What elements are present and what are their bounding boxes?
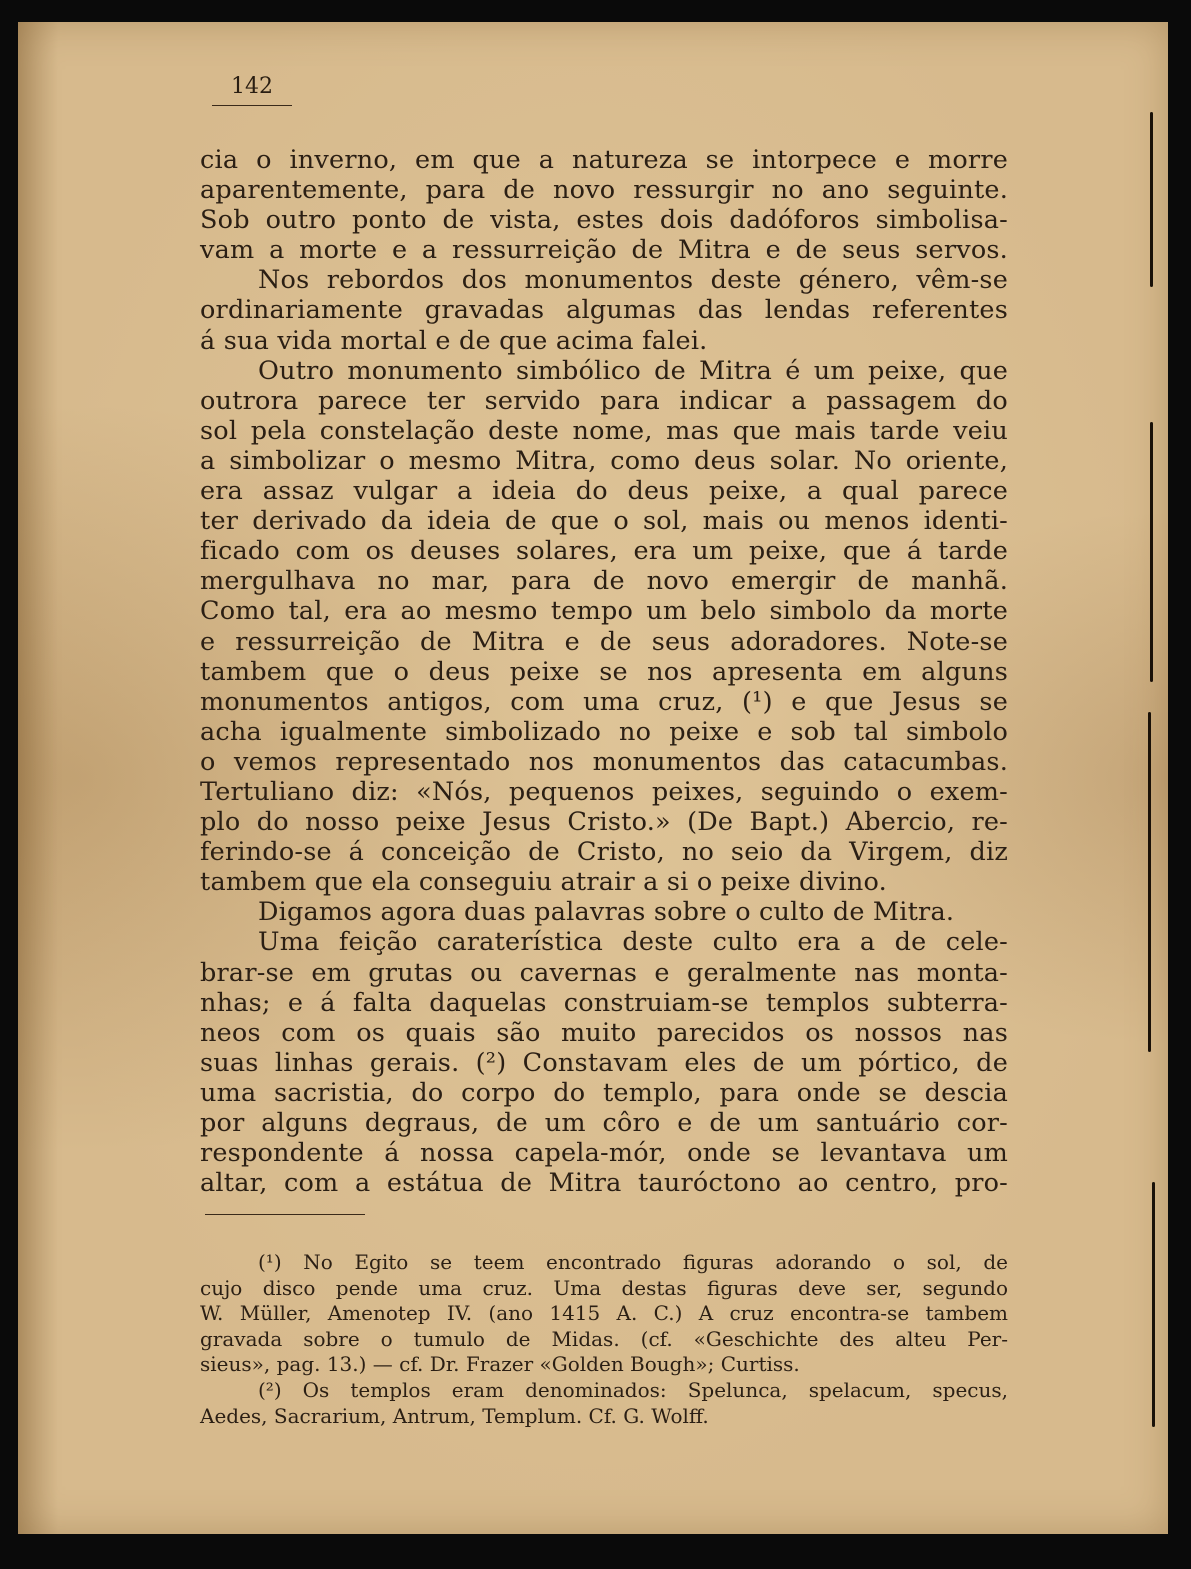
text-line: Tertuliano diz: «Nós, pequenos peixes, seguindo o exem-: [200, 776, 1008, 807]
text-line: e ressurreição de Mitra e de seus adoradores. Note-se: [200, 626, 1008, 657]
text-line: cia o inverno, em que a natureza se intorpece e morre: [200, 145, 1008, 175]
text-line: suas linhas gerais. (²) Constavam eles de um pórtico, de: [200, 1047, 1008, 1078]
footnote-line: cujo disco pende uma cruz. Uma destas figuras deve ser, segundo: [200, 1275, 1008, 1300]
text-line: sol pela constelação deste nome, mas que mais tarde veiu: [200, 415, 1008, 446]
text-line: a simbolizar o mesmo Mitra, como deus solar. No oriente,: [200, 445, 1008, 476]
text-line: Como tal, era ao mesmo tempo um belo simbolo da morte: [200, 596, 1008, 627]
text-line: outrora parece ter servido para indicar a passagem do: [200, 385, 1008, 416]
binding-stain: [18, 22, 58, 1534]
text-line: ferindo-se á conceição de Cristo, no seio da Virgem, diz: [200, 837, 1008, 868]
text-line: por alguns degraus, de um côro e de um santuário cor-: [200, 1108, 1008, 1138]
edge-mark: [1152, 1182, 1155, 1427]
edge-mark: [1150, 112, 1153, 287]
footnote-line: Aedes, Sacrarium, Antrum, Templum. Cf. G. Wolff.: [200, 1403, 709, 1428]
text-line: Sob outro ponto de vista, estes dois dadóforos simbolisa-: [200, 205, 1008, 236]
text-line: tambem que ela conseguiu atrair a si o peixe divino.: [200, 867, 887, 898]
footnote-line: (¹) No Egito se teem encontrado figuras adorando o sol, de: [258, 1250, 1008, 1274]
edge-mark: [1150, 422, 1153, 682]
footnotes: [200, 1250, 1008, 1429]
text-line: era assaz vulgar a ideia do deus peixe, a qual parece: [200, 476, 1008, 507]
footnote-line: (²) Os templos eram denominados: Spelunca, spelacum, specus,: [258, 1377, 1008, 1402]
text-line: Digamos agora duas palavras sobre o culto de Mitra.: [258, 897, 955, 928]
text-line: altar, com a estátua de Mitra tauróctono ao centro, pro-: [200, 1168, 1008, 1199]
text-line: Uma feição caraterística deste culto era a de cele-: [258, 927, 1008, 958]
text-line: ordinariamente gravadas algumas das lendas referentes: [200, 295, 1008, 326]
text-line: o vemos representado nos monumentos das catacumbas.: [200, 746, 1008, 777]
text-line: mergulhava no mar, para de novo emergir de manhã.: [200, 566, 1008, 597]
text-line: plo do nosso peixe Jesus Cristo.» (De Bapt.) Abercio, re-: [200, 807, 1008, 838]
edge-mark: [1148, 712, 1151, 1052]
text-line: uma sacristia, do corpo do templo, para onde se descia: [200, 1077, 1008, 1108]
text-line: acha igualmente simbolizado no peixe e sob tal simbolo: [200, 716, 1008, 747]
text-line: ter derivado da ideia de que o sol, mais ou menos identi-: [200, 506, 1008, 537]
text-line: monumentos antigos, com uma cruz, (¹) e que Jesus se: [200, 686, 1008, 717]
text-line: Nos rebordos dos monumentos deste género, vêm-se: [258, 265, 1008, 296]
text-line: Outro monumento simbólico de Mitra é um peixe, que: [258, 355, 1008, 386]
text-line: tambem que o deus peixe se nos apresenta em alguns: [200, 656, 1008, 687]
text-line: respondente á nossa capela-mór, onde se levantava um: [200, 1138, 1008, 1169]
text-line: neos com os quais são muito parecidos os nossos nas: [200, 1017, 1008, 1048]
footnote-line: gravada sobre o tumulo de Midas. (cf. «Geschichte des alteu Per-: [200, 1326, 1008, 1351]
footnote-divider: [205, 1214, 365, 1215]
text-line: á sua vida mortal e de que acima falei.: [200, 325, 708, 356]
footnote-line: W. Müller, Amenotep IV. (ano 1415 A. C.) A cruz encontra-se tambem: [200, 1301, 1008, 1326]
body-text: [200, 145, 1008, 1198]
page-number: 142: [212, 74, 292, 106]
text-line: ficado com os deuses solares, era um peixe, que á tarde: [200, 536, 1008, 567]
text-line: brar-se em grutas ou cavernas e geralmente nas monta-: [200, 957, 1008, 988]
text-line: aparentemente, para de novo ressurgir no ano seguinte.: [200, 175, 1008, 206]
text-line: vam a morte e a ressurreição de Mitra e de seus servos.: [200, 235, 1008, 266]
text-line: nhas; e á falta daquelas construiam-se templos subterra-: [200, 987, 1008, 1018]
footnote-line: sieus», pag. 13.) — cf. Dr. Frazer «Golden Bough»; Curtiss.: [200, 1352, 800, 1377]
